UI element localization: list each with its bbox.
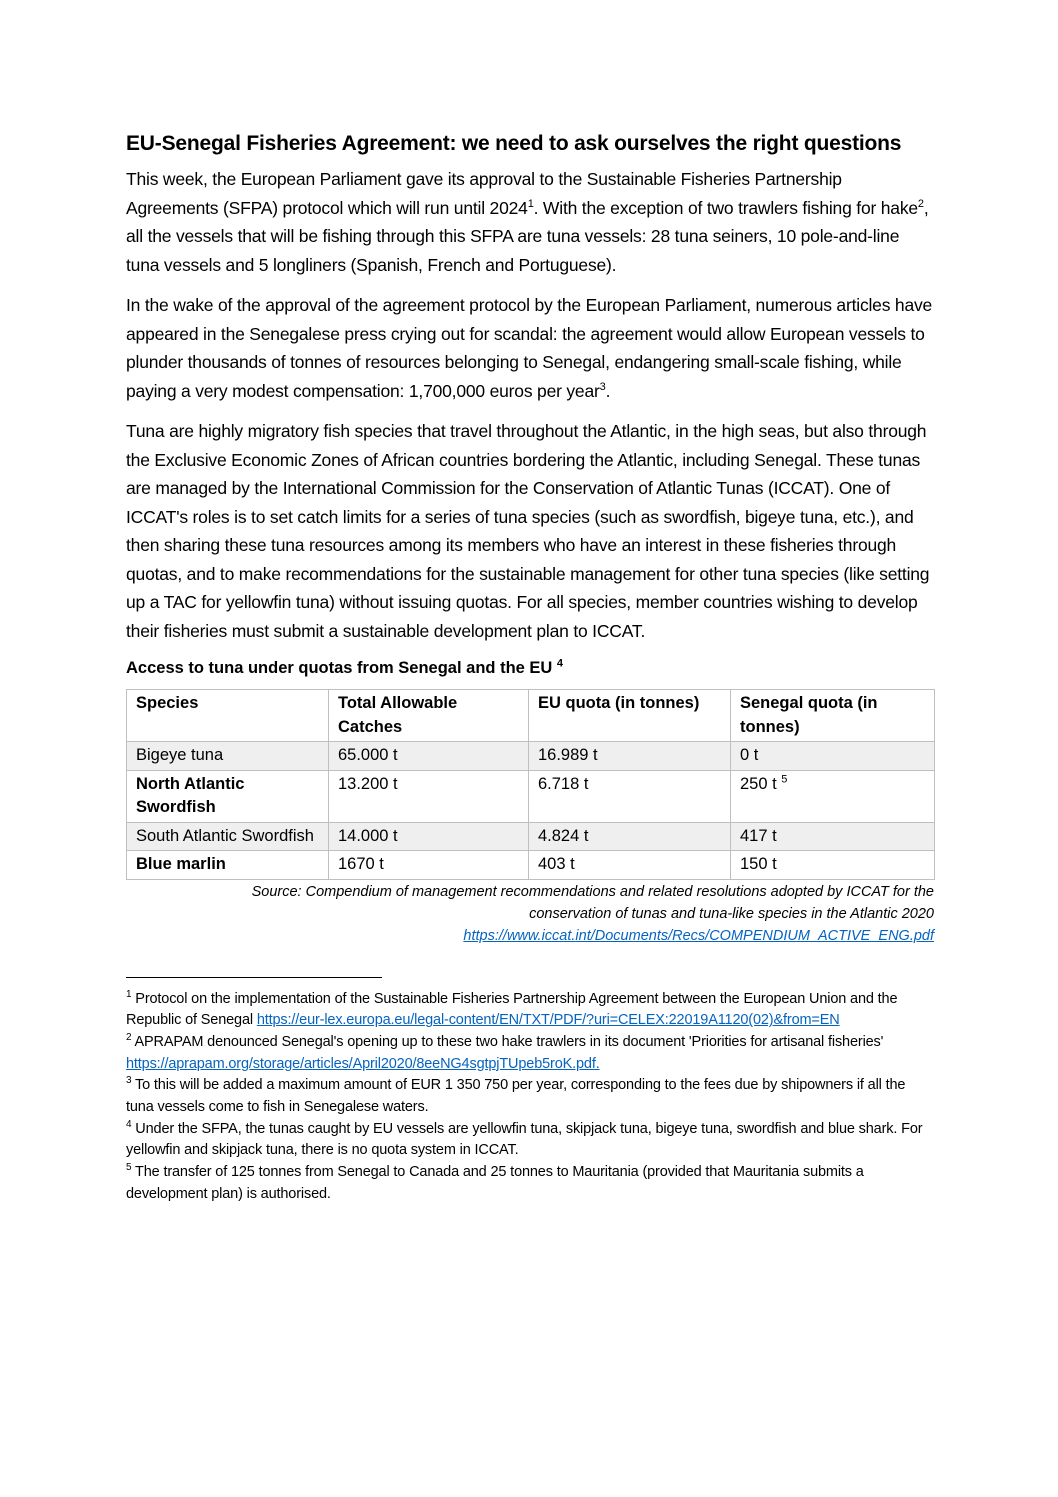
cell-senegal-quota: [731, 770, 935, 822]
table-row: [127, 742, 935, 771]
cell-species: South Atlantic Swordfish: [127, 822, 329, 851]
cell-senegal-quota: 150 t: [731, 851, 935, 880]
footnote-ref-3[interactable]: 3: [599, 380, 606, 393]
cell-senegal-quota: 417 t: [731, 822, 935, 851]
paragraph-2-text-a: In the wake of the approval of the agreement protocol by the European Parliament, numerous articles have appeared in the Senegalese press crying out for scandal: the agreement would allow European vessels to plunder thousands of tonnes of resources belonging to Senegal, endangering small-scale fishing, while paying a very modest compensation: 1,700,000 euros per year: [126, 295, 933, 401]
footnote-number-1: 1: [126, 988, 132, 1000]
paragraph-3: Tuna are highly migratory fish species that travel throughout the Atlantic, in the high seas, but also through the Exclusive Economic Zones of African countries bordering the Atlantic, including Senegal. These tunas are managed by the International Commission for the Conservation of Atlantic Tunas (ICCAT). One of ICCAT's roles is to set catch limits for a series of tuna species (such as swordfish, bigeye tuna, etc.), and then sharing these tuna resources among its members who have an interest in these fisheries through quotas, and to make recommendations for the sustainable management for other tuna species (like setting up a TAC for yellowfin tuna) without issuing quotas. For all species, member countries wishing to develop their fisheries must submit a sustainable development plan to ICCAT.: [126, 421, 930, 641]
table-heading-text: Access to tuna under quotas from Senegal and the EU: [126, 659, 557, 677]
cell-eu-quota: 6.718 t: [529, 770, 731, 822]
table-row: [127, 770, 935, 822]
cell-species: North Atlantic Swordfish: [127, 770, 329, 822]
header-eu-quota: EU quota (in tonnes): [529, 690, 731, 742]
quota-table: [126, 689, 935, 880]
document-page: [126, 128, 934, 1206]
footnote-3: [126, 1075, 934, 1118]
footnote-1: [126, 989, 934, 1032]
cell-senegal-quota: 0 t: [731, 742, 935, 771]
paragraph-1-text-c: , all the vessels that will be fishing through this SFPA are tuna vessels: 28 tuna seiners, 10 pole-and-line tuna vessels and 5 longliners (Spanish, French and Portuguese).: [126, 197, 929, 275]
source-link[interactable]: https://www.iccat.int/Documents/Recs/COMPENDIUM_ACTIVE_ENG.pdf: [463, 927, 934, 944]
cell-tac: 13.200 t: [329, 770, 529, 822]
footnote-separator: [126, 977, 382, 978]
cell-species: Bigeye tuna: [127, 742, 329, 771]
footnote-1-text: Protocol on the implementation of the Sustainable Fisheries Partnership Agreement between the European Union and the Republic of Senegal: [126, 990, 898, 1029]
footnote-2-text: APRAPAM denounced Senegal's opening up to these two hake trawlers in its document 'Priorities for artisanal fisheries': [131, 1033, 884, 1050]
footnote-ref-1[interactable]: 1: [527, 197, 534, 210]
table-row: [127, 822, 935, 851]
footnote-5: [126, 1162, 934, 1205]
paragraph-1-text-a: This week, the European Parliament gave its approval to the Sustainable Fisheries Partnership Agreements (SFPA) protocol which will run until 2024: [126, 169, 842, 218]
footnote-ref-5[interactable]: 5: [781, 773, 788, 785]
footnote-number-4: 4: [126, 1118, 132, 1130]
table-row: [127, 851, 935, 880]
cell-tac: 65.000 t: [329, 742, 529, 771]
footnote-2-link[interactable]: https://aprapam.org/storage/articles/April2020/8eeNG4sgtpjTUpeb5roK.pdf.: [126, 1055, 600, 1072]
footnote-number-3: 3: [126, 1075, 132, 1087]
header-tac: Total Allowable Catches: [329, 690, 529, 742]
table-source: [126, 881, 934, 947]
source-line-2: conservation of tunas and tuna-like species in the Atlantic 2020: [529, 905, 934, 922]
footnote-number-5: 5: [126, 1162, 132, 1174]
footnote-number-2: 2: [126, 1032, 132, 1044]
table-heading: [126, 657, 934, 679]
cell-tac: 14.000 t: [329, 822, 529, 851]
cell-species: Blue marlin: [127, 851, 329, 880]
cell-eu-quota: 403 t: [529, 851, 731, 880]
cell-eu-quota: 4.824 t: [529, 822, 731, 851]
paragraph-2-text-b: .: [605, 380, 611, 401]
paragraph-1: [126, 165, 934, 279]
footnote-ref-2[interactable]: 2: [917, 197, 924, 210]
footnote-5-text: The transfer of 125 tonnes from Senegal to Canada and 25 tonnes to Mauritania (provided that Mauritania submits a development plan) is authorised.: [126, 1164, 864, 1202]
footnote-1-link[interactable]: https://eur-lex.europa.eu/legal-content/EN/TXT/PDF/?uri=CELEX:22019A1120(02)&from=EN: [256, 1012, 840, 1029]
footnote-3-text: To this will be added a maximum amount of EUR 1 350 750 per year, corresponding to the fees due by shipowners if all the tuna vessels come to fish in Senegalese waters.: [126, 1077, 906, 1116]
paragraph-2: [126, 291, 934, 405]
article-title: EU-Senegal Fisheries Agreement: we need to ask ourselves the right questions: [126, 132, 902, 155]
source-line-1: Source: Compendium of management recommendations and related resolutions adopted by ICCAT for the: [251, 883, 934, 900]
footnote-2: [126, 1032, 934, 1075]
table-header-row: [127, 690, 935, 742]
footnote-4-text: Under the SFPA, the tunas caught by EU vessels are yellowfin tuna, skipjack tuna, bigeye tuna, swordfish and blue shark. For yellowfin and skipjack tuna, there is no quota system in ICCAT.: [126, 1120, 923, 1159]
cell-eu-quota: 16.989 t: [529, 742, 731, 771]
paragraph-1-text-b: . With the exception of two trawlers fishing for hake: [533, 197, 918, 218]
footnote-4: [126, 1119, 934, 1162]
footnote-ref-4[interactable]: 4: [556, 657, 564, 670]
cell-tac: 1670 t: [329, 851, 529, 880]
cell-senegal-quota-value: 250 t: [740, 774, 782, 793]
header-senegal-quota: Senegal quota (in tonnes): [731, 690, 935, 742]
header-species: Species: [127, 690, 329, 742]
